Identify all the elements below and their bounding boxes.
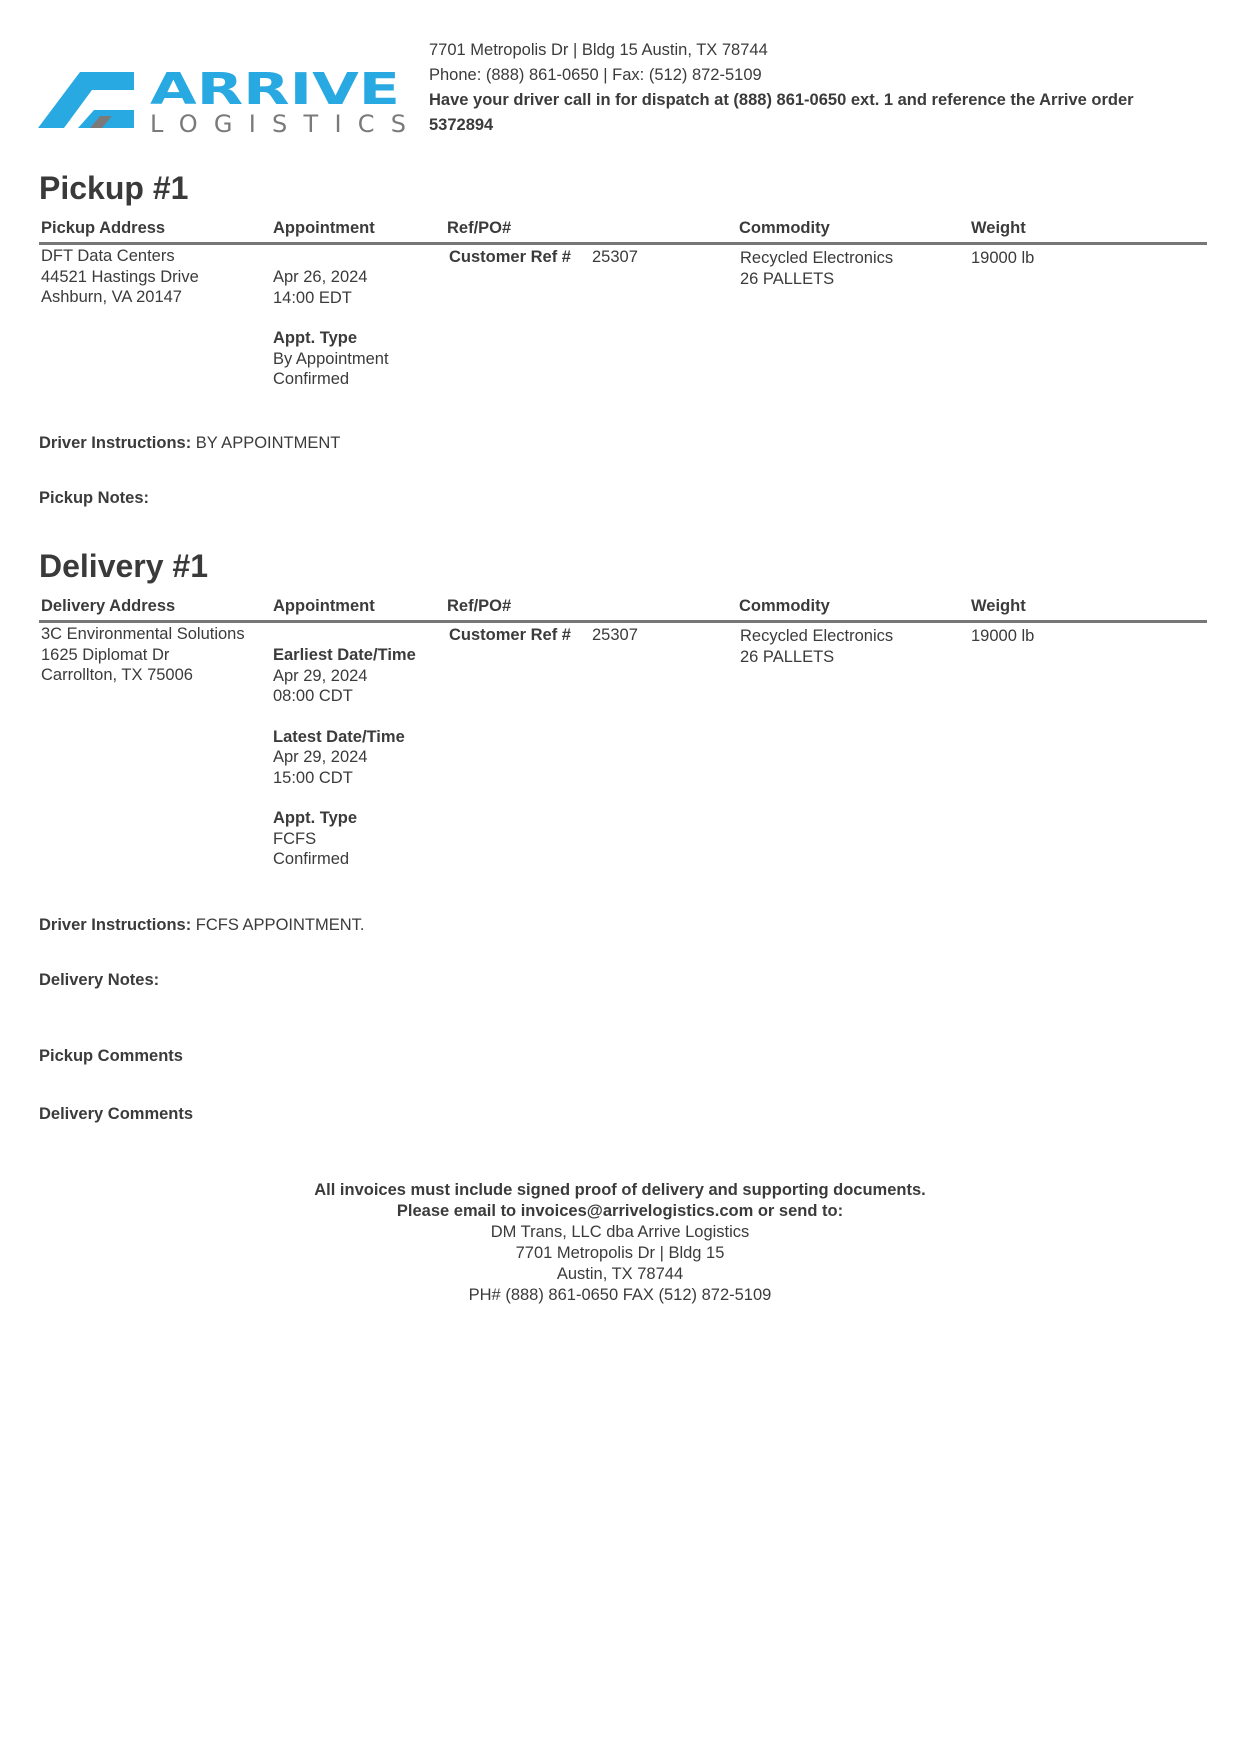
delivery-commodity-qty: 26 PALLETS xyxy=(740,647,835,666)
delivery-latest-date: Apr 29, 2024 xyxy=(273,748,368,766)
order-number: 5372894 xyxy=(429,116,494,134)
delivery-notes xyxy=(39,971,159,990)
delivery-title: Delivery #1 xyxy=(39,548,209,584)
delivery-earliest-label: Earliest Date/Time xyxy=(273,646,416,664)
col-ref: Ref/PO# xyxy=(447,597,512,615)
delivery-appt-type: FCFS xyxy=(273,829,317,848)
dispatch-instructions: Have your driver call in for dispatch at (888) 861-0650 ext. 1 and reference the Arrive order xyxy=(429,91,1134,109)
company-phone: Phone: (888) 861-0650 | Fax: (512) 872-5109 xyxy=(429,66,762,84)
footer-city: Austin, TX 78744 xyxy=(556,1265,684,1283)
pickup-ref-label: Customer Ref # xyxy=(449,248,571,266)
delivery-appt-status: Confirmed xyxy=(273,850,350,868)
footer-invoice-requirement: All invoices must include signed proof of delivery and supporting documents. xyxy=(314,1181,926,1199)
delivery-commodity-name: Recycled Electronics xyxy=(740,627,894,645)
company-header xyxy=(429,38,1189,138)
pickup-appt-type-label: Appt. Type xyxy=(273,329,358,347)
pickup-address-city: Ashburn, VA 20147 xyxy=(41,288,182,306)
delivery-weight: 19000 lb xyxy=(971,627,1035,645)
pickup-address-name: DFT Data Centers xyxy=(41,247,175,265)
pickup-notes xyxy=(39,489,149,508)
pickup-address-street: 44521 Hastings Drive xyxy=(41,267,199,286)
delivery-address-street: 1625 Diplomat Dr xyxy=(41,645,170,664)
delivery-driver-instructions xyxy=(39,916,364,935)
col-appointment: Appointment xyxy=(273,219,375,237)
pickup-appt-status: Confirmed xyxy=(273,370,350,388)
delivery-commodity xyxy=(740,626,893,667)
footer-email-instruction: Please email to invoices@arrivelogistics.com or send to: xyxy=(396,1202,844,1220)
delivery-address-name: 3C Environmental Solutions xyxy=(41,625,245,643)
delivery-ref-label: Customer Ref # xyxy=(449,626,571,644)
col-appointment: Appointment xyxy=(273,597,375,615)
delivery-ref-value: 25307 xyxy=(592,626,638,644)
col-weight: Weight xyxy=(971,597,1026,615)
pickup-driver-instructions xyxy=(39,434,340,453)
pickup-commodity xyxy=(740,248,893,289)
delivery-driver-instructions-text: FCFS APPOINTMENT. xyxy=(195,916,365,934)
col-commodity: Commodity xyxy=(739,597,830,615)
pickup-driver-instructions-label: Driver Instructions: xyxy=(39,434,192,452)
svg-text:ARRIVE: ARRIVE xyxy=(150,66,400,115)
col-commodity: Commodity xyxy=(739,219,830,237)
col-ref: Ref/PO# xyxy=(447,219,512,237)
delivery-driver-instructions-label: Driver Instructions: xyxy=(39,916,192,934)
pickup-commodity-qty: 26 PALLETS xyxy=(740,269,835,288)
delivery-latest-time: 15:00 CDT xyxy=(273,768,353,787)
company-address: 7701 Metropolis Dr | Bldg 15 Austin, TX 78744 xyxy=(429,41,768,59)
pickup-comments xyxy=(39,1047,183,1066)
delivery-notes-label: Delivery Notes: xyxy=(39,971,160,989)
footer-street: 7701 Metropolis Dr | Bldg 15 xyxy=(515,1244,725,1262)
delivery-address-city: Carrollton, TX 75006 xyxy=(41,666,193,684)
delivery-earliest-time: 08:00 CDT xyxy=(273,687,353,705)
pickup-weight: 19000 lb xyxy=(971,249,1035,267)
pickup-notes-label: Pickup Notes: xyxy=(39,489,150,507)
pickup-appt-date: Apr 26, 2024 xyxy=(273,268,368,286)
svg-text:LOGISTICS: LOGISTICS xyxy=(150,110,406,138)
pickup-title: Pickup #1 xyxy=(39,170,189,206)
col-pickup-address: Pickup Address xyxy=(41,219,166,237)
delivery-address xyxy=(41,624,245,686)
delivery-table-header xyxy=(39,594,1207,623)
pickup-driver-instructions-text: BY APPOINTMENT xyxy=(195,434,341,452)
pickup-appointment xyxy=(273,267,389,390)
pickup-comments-label: Pickup Comments xyxy=(39,1047,183,1065)
footer-phone-fax: PH# (888) 861-0650 FAX (512) 872-5109 xyxy=(468,1286,772,1304)
pickup-address xyxy=(41,246,199,308)
delivery-comments xyxy=(39,1105,193,1124)
delivery-latest-label: Latest Date/Time xyxy=(273,727,405,746)
col-weight: Weight xyxy=(971,219,1026,237)
col-delivery-address: Delivery Address xyxy=(41,597,176,615)
pickup-appt-type: By Appointment xyxy=(273,349,389,368)
delivery-appt-type-label: Appt. Type xyxy=(273,809,358,827)
pickup-appt-time: 14:00 EDT xyxy=(273,288,352,307)
invoice-footer xyxy=(0,1180,1240,1306)
pickup-ref-value: 25307 xyxy=(592,248,638,266)
footer-company-name: DM Trans, LLC dba Arrive Logistics xyxy=(490,1223,750,1241)
delivery-appointment xyxy=(273,645,416,870)
arrive-logistics-logo xyxy=(38,66,410,138)
delivery-earliest-date: Apr 29, 2024 xyxy=(273,666,368,685)
delivery-comments-label: Delivery Comments xyxy=(39,1105,194,1123)
pickup-table-header xyxy=(39,216,1207,245)
pickup-commodity-name: Recycled Electronics xyxy=(740,249,894,267)
